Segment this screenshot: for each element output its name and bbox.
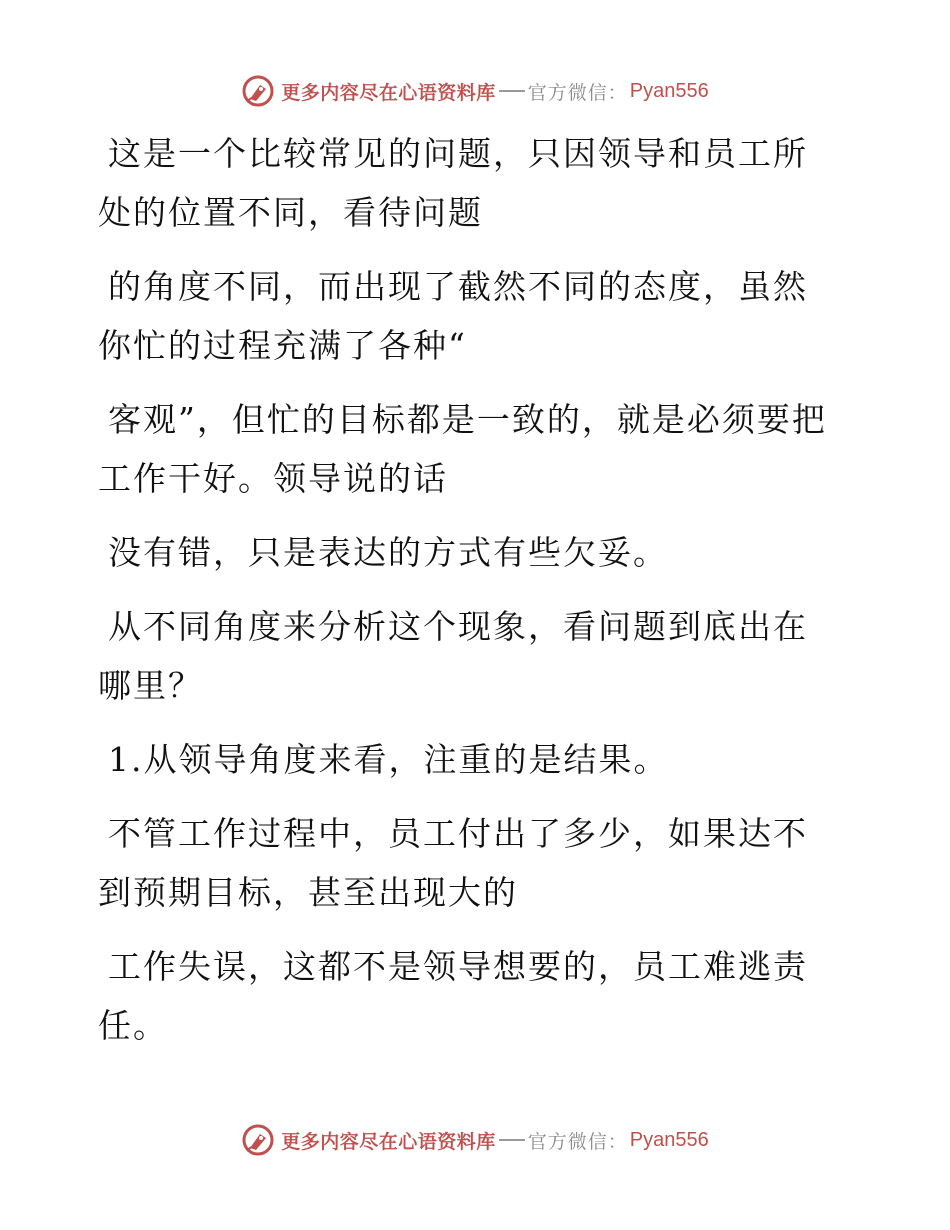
header-watermark	[0, 71, 950, 111]
wechat-id: Pyan556	[629, 79, 709, 102]
separator-dash	[499, 1139, 525, 1141]
paragraph: 工作失误，这都不是领导想要的，员工难逃责任。	[98, 947, 808, 1045]
wechat-id: Pyan556	[629, 1128, 709, 1151]
wechat-label: 官方微信：	[527, 1130, 628, 1153]
library-text: 更多内容尽在心语资料库	[281, 81, 496, 104]
pen-nib-logo-icon	[241, 1123, 275, 1157]
paragraph: 没有错，只是表达的方式有些欠妥。	[108, 533, 668, 572]
separator-dash	[499, 90, 525, 92]
document-body	[98, 124, 838, 1070]
paragraph: 从不同角度来分析这个现象，看问题到底出在哪里？	[98, 607, 808, 705]
footer-watermark	[0, 1120, 950, 1160]
paragraph: 不管工作过程中，员工付出了多少，如果达不到预期目标，甚至出现大的	[98, 814, 808, 912]
paragraph: 客观”，但忙的目标都是一致的，就是必须要把工作干好。领导说的话	[98, 400, 827, 498]
library-text: 更多内容尽在心语资料库	[281, 1130, 496, 1153]
paragraph: 1.从领导角度来看，注重的是结果。	[108, 740, 669, 779]
wechat-label: 官方微信：	[527, 81, 628, 104]
paragraph: 这是一个比较常见的问题，只因领导和员工所处的位置不同，看待问题	[98, 134, 808, 232]
pen-nib-logo-icon	[241, 74, 275, 108]
paragraph: 的角度不同，而出现了截然不同的态度，虽然你忙的过程充满了各种“	[98, 267, 808, 365]
